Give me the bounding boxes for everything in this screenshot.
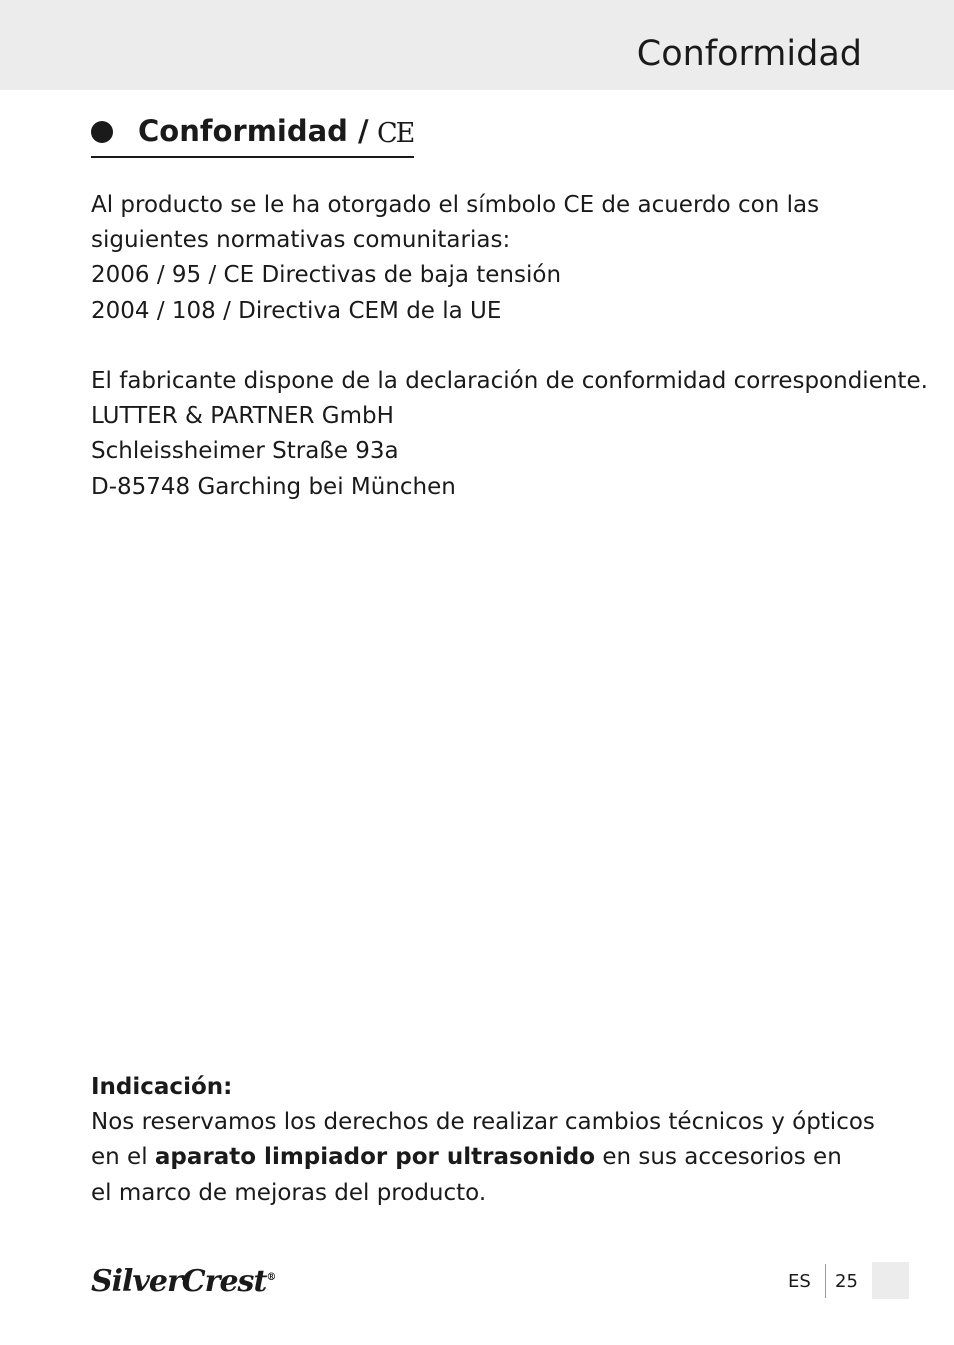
note-line: Nos reservamos los derechos de realizar cambios técnicos y ópticos	[91, 1109, 875, 1136]
brand-logo-text: SilverCrest	[91, 1264, 267, 1299]
body-line: Al producto se le ha otorgado el símbolo CE de acuerdo con las	[91, 192, 820, 218]
note-title: Indicación:	[91, 1074, 233, 1100]
footer-divider	[825, 1264, 826, 1298]
language-code: ES	[788, 1271, 811, 1292]
manufacturer-line: El fabricante dispone de la declaración de conformidad correspondiente.	[91, 368, 928, 394]
manufacturer-line: Schleissheimer Straße 93a	[91, 438, 399, 465]
ce-mark-icon: CE	[377, 118, 414, 149]
section-title: Conformidad /	[138, 114, 369, 148]
page-title: Conformidad	[636, 34, 862, 74]
registered-mark: ®	[266, 1272, 276, 1283]
brand-logo	[91, 1264, 275, 1299]
note-line	[91, 1140, 881, 1175]
note-product-name: aparato limpiador por ultrasonido	[154, 1144, 596, 1171]
body-line: 2004 / 108 / Directiva CEM de la UE	[91, 297, 502, 324]
note-text: en el	[91, 1144, 155, 1171]
paragraph-spacer	[91, 329, 881, 364]
header-band	[0, 0, 954, 90]
manufacturer-line: LUTTER & PARTNER GmbH	[91, 403, 394, 430]
body-line: 2006 / 95 / CE Directivas de baja tensión	[91, 262, 562, 289]
manufacturer-line: D-85748 Garching bei München	[91, 473, 456, 500]
footer-tab	[872, 1262, 909, 1299]
note-block	[91, 1070, 881, 1211]
note-text: en sus accesorios en	[595, 1144, 842, 1171]
body-text	[91, 188, 928, 505]
section-heading	[91, 112, 414, 158]
page-number: 25	[835, 1271, 858, 1292]
note-line: el marco de mejoras del producto.	[91, 1179, 487, 1206]
bullet-icon	[91, 121, 113, 143]
body-line: siguientes normativas comunitarias:	[91, 227, 511, 254]
